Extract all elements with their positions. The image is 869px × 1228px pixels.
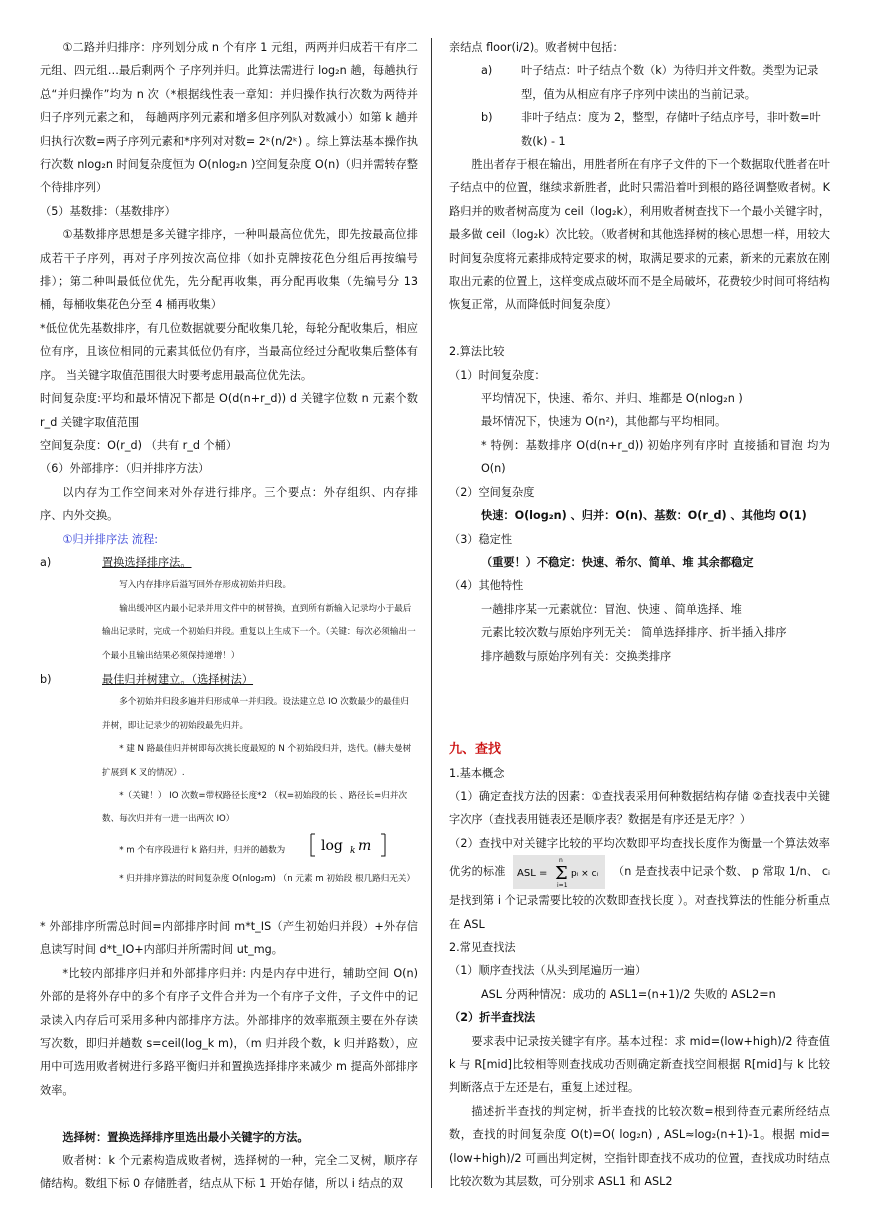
right-column xyxy=(449,36,830,1193)
list-title-replacement-selection: 置换选择排序法。 xyxy=(102,555,192,569)
list-item-b xyxy=(40,668,418,691)
paragraph-time-complexity: 时间复杂度:平均和最坏情况下都是 O(d(n+r_d)) d 关键字位数 n 元素个数 r_d 关键字取值范围 xyxy=(40,392,418,429)
heading-stability: （3）稳定性 xyxy=(449,532,513,546)
list-label-a: a) xyxy=(481,64,493,78)
note-merge-time: * 归并排序算法的时间复杂度 O(nlog₂m) （n 元素 m 初始段 根几路归无关） xyxy=(119,874,416,885)
heading-other-properties: （4）其他特性 xyxy=(449,579,524,593)
svg-text:m: m xyxy=(358,837,372,854)
list-item-non-leaf xyxy=(449,106,830,153)
line-space-values: 快速：O(log₂n) 、归并：O(n)、基数：O(r_d) 、其他均 O(1) xyxy=(481,509,807,523)
paragraph-selection-tree: 选择树：置换选择排序里选出最小关键字的方法。 xyxy=(62,1130,309,1144)
list-item-a xyxy=(40,551,418,574)
list-label-b: b) xyxy=(481,111,493,125)
asl-formula xyxy=(513,855,605,889)
heading-basic-concepts: 1.基本概念 xyxy=(449,766,505,780)
paragraph-winner-output: 胜出者存于根在输出，用胜者所在有序子文件的下一个数据取代胜者在叶子结点中的位置，继续求新胜者，此时只需沿着叶到根的路径调整败者树。K 路归并的败者树高度为 ceil（log₂k），利用败者树查找下一个最小关键字时，最多做 ceil（log₂k）次比较。（败者树和其他选择树的核心思想一样，用较大时间复杂度将元素排成特定要求的树，取满足要求的元素，新来的元素放在刚取出元素的位置上，这样变成点破坏而不是全局破坏，花费较少时间可将结构恢复正常，从而降低时间复杂度） xyxy=(449,158,830,312)
section-title-search: 九、查找 xyxy=(449,742,502,758)
note-output-buffer: 输出缓冲区内最小记录并用文件中的树替换，直到所有新输入记录均小于最后输出记录时，完成一个初始归并段。重复以上生成下一个。（关键：每次必须输出一个最小且输出结果必须保持递增！） xyxy=(102,603,416,661)
paragraph-loser-tree-cont: 亲结点 floor(i/2)。败者树中包括： xyxy=(449,41,624,54)
line-pass-count: 排序趟数与原始序列有关：交换类排序 xyxy=(481,649,672,663)
paragraph-loser-tree: 败者树：k 个元素构造成败者树，选择树的一种，完全二叉树，顺序存储结构。数组下标 0 存储胜者，结点从下标 1 开始存储，所以 i 结点的双 xyxy=(40,1154,418,1191)
note-write-memory: 写入内存排序后溢写回外存形成初始并归段。 xyxy=(119,580,292,591)
svg-text:k: k xyxy=(350,845,356,856)
heading-binary-search: （2）折半查找法 xyxy=(449,1011,536,1025)
note-best-merge-tree: 多个初始并归段多遍并归形成单一并归段。设法建立总 IO 次数最少的最佳归并树，即让记录少的初始段最先归并。 xyxy=(102,697,409,731)
list-label-b: b) xyxy=(40,672,52,686)
heading-sequential-search: （1）顺序查找法（从头到尾遍历一遍） xyxy=(449,964,647,978)
line-worst-case: 最坏情况下，快速为 O(n²)，其他都与平均相同。 xyxy=(481,415,727,429)
svg-text:pᵢ × cᵢ: pᵢ × cᵢ xyxy=(571,869,599,880)
merge-passes-text: * m 个有序段进行 k 路归并，归并的趟数为 xyxy=(119,845,286,856)
paragraph-compare-internal-external: *比较内部排序归并和外部排序归并: 内是内存中进行，辅助空间 O(n) 外部的是将外存中的多个有序子文件合并为一个有序子文件，子文件中的记录读入内存后可采用多种内部排序方法。外部排序的效率瓶颈主要在外存读写次数，即归并趟数 s=ceil(log_k m)，（m 归并段个数，k 归并路数），应用中可选用败者树进行多路平衡归并和置换选择排序来减少 m 提高外部排序效率。 xyxy=(40,966,418,1097)
heading-space-complexity: （2）空间复杂度 xyxy=(449,485,535,499)
paragraph-binary-process: 要求表中记录按关键字有序。基本过程：求 mid=(low+high)/2 待查值 k 与 R[mid]比较相等则查找成功否则确定新查找空间根据 R[mid]与 k 比较判断落点于左还是右，重复上述过程。 xyxy=(449,1034,830,1095)
list-title-best-merge-tree: 最佳归并树建立。（选择树法） xyxy=(102,672,254,686)
paragraph-search-factors: （1）确定查找方法的因素：①查找表采用何种数据结构存储 ②查找表中关键字次序（查找表用链表还是顺序表？数据是有序还是无序？） xyxy=(449,789,830,827)
svg-text:i=1: i=1 xyxy=(557,882,568,890)
heading-time-complexity: （1）时间复杂度： xyxy=(449,368,546,382)
svg-text:log: log xyxy=(321,837,344,854)
line-sequential-asl: ASL 分两种情况：成功的 ASL1=(n+1)/2 失败的 ASL2=n xyxy=(481,987,776,1001)
note-n-way-tree: * 建 N 路最佳归并树即每次挑长度最短的 N 个初始段归并，迭代。(赫夫曼树扩展到 K 叉的情况）. xyxy=(102,744,412,778)
paragraph-external-total-time: * 外部排序所需总时间=内部排序时间 m*t_IS（产生初始归并段）+外存信息读写时间 d*t_IO+内部归并所需时间 ut_mg。 xyxy=(40,920,418,957)
paragraph-decision-tree: 描述折半查找的判定树，折半查找的比较次数=根到待查元素所经结点数，查找的时间复杂度 O(t)=O( log₂n) , ASL≈log₂(n+1)-1。根据 mid=(low+high)/2 可画出判定树，空指针即查找不成功的位置，查找成功时结点比较次数为其层数，可分别求 ASL1 和 ASL2 xyxy=(449,1104,830,1189)
left-column xyxy=(40,36,418,1196)
note-merge-passes xyxy=(40,832,418,868)
paragraph-two-way-merge: ①二路并归排序：序列划分成 n 个有序 1 元组，两两并归成若干有序二元组、四元组…最后剩两个 子序列并归。此算法需进行 log₂n 趟，每趟执行总“并归操作”均为 n 次（*根据线性表一章知：并归操作执行次数为两待并归子序列元素之和， 每趟两序列元素和增多但序列队对数减小）如第 k 趟并归执行次数=两子序列元素和*序列对对数= 2ᵏ(n/2ᵏ) 。综上算法基本操作执行次数 nlog₂n 时间复杂度恒为 O(nlog₂n )空间复杂度 O(n)（归并需转存整个待排序列） xyxy=(40,41,418,195)
list-text-leaf: 叶子结点：叶子结点个数（k）为待归并文件数。类型为记录型，值为从相应有序子序列中读出的当前记录。 xyxy=(521,64,819,101)
list-text-non-leaf: 非叶子结点：度为 2，整型，存储叶子结点序号，非叶数=叶数(k) - 1 xyxy=(521,111,821,148)
heading-algorithm-compare: 2.算法比较 xyxy=(449,345,505,359)
line-unstable-sorts: （重要！）不稳定：快速、希尔、简单、堆 其余都稳定 xyxy=(481,555,754,569)
paragraph-merge-flow: ①归并排序法 流程: xyxy=(62,532,159,546)
paragraph-asl xyxy=(449,832,830,936)
ceil-log-formula xyxy=(288,832,397,868)
asl-text-pre: （2）查找中对关键字比较的平均次数即平均查找长度作为衡量一个算法效率优劣的标准 xyxy=(449,836,830,879)
heading-external-sort: （6）外部排序：（归并排序方法） xyxy=(40,462,210,476)
heading-common-search: 2.常见查找法 xyxy=(449,940,516,954)
paragraph-radix-idea: ①基数排序思想是多关键字排序，一种叫最高位优先，即先按最高位排成若干子序列，再对子序列按次高位排（如扑克牌按花色分组后再按编号排）；第二种叫最低位优先，先分配再收集，再分配再收集（先编号分 13 桶，每桶收集花色分至 4 桶再收集） xyxy=(40,228,418,312)
list-item-leaf xyxy=(449,59,830,106)
line-average-case: 平均情况下，快速、希尔、并归、堆都是 O(nlog₂n ) xyxy=(481,392,743,406)
column-divider xyxy=(431,38,432,1188)
list-label-a: a) xyxy=(40,555,52,569)
svg-text:ASL =: ASL = xyxy=(517,868,548,880)
paragraph-lsd-radix: *低位优先基数排序，有几位数据就要分配收集几轮，每轮分配收集后，相应位有序，且该位相同的元素其低位仍有序，当最高位经过分配收集后整体有序。 当关键字取值范围很大时要考虑用最高位优先法。 xyxy=(40,321,418,382)
line-compare-count: 元素比较次数与原始序列无关： 简单选择排序、折半插入排序 xyxy=(481,626,787,640)
line-special-case: * 特例：基数排序 O(d(n+r_d)) 初始序列有序时 直接插和冒泡 均为 O(n) xyxy=(481,438,830,476)
note-io-count: *（关键！） IO 次数=带权路径长度*2 （权=初始段的长 、路径长=归并次数、每次归并有一进一出两次 IO） xyxy=(102,791,408,825)
paragraph-space-complexity: 空间复杂度：O(r_d) （共有 r_d 个桶） xyxy=(40,438,238,452)
asl-text-post: （n 是查找表中记录个数、 p 常取 1/n、 cᵢ 是找到第 i 个记录需要比较的次数即查找长度 ）。对查找算法的性能分析重点在 ASL xyxy=(449,865,830,931)
svg-text:n: n xyxy=(559,857,564,865)
svg-text:Σ: Σ xyxy=(555,863,568,885)
line-element-in-place: 一趟排序某一元素就位：冒泡、快速 、简单选择、堆 xyxy=(481,602,742,616)
heading-radix-sort: （5）基数排：（基数排序） xyxy=(40,204,176,218)
paragraph-external-sort: 以内存为工作空间来对外存进行排序。三个要点：外存组织、内存排序、内外交换。 xyxy=(40,485,418,523)
